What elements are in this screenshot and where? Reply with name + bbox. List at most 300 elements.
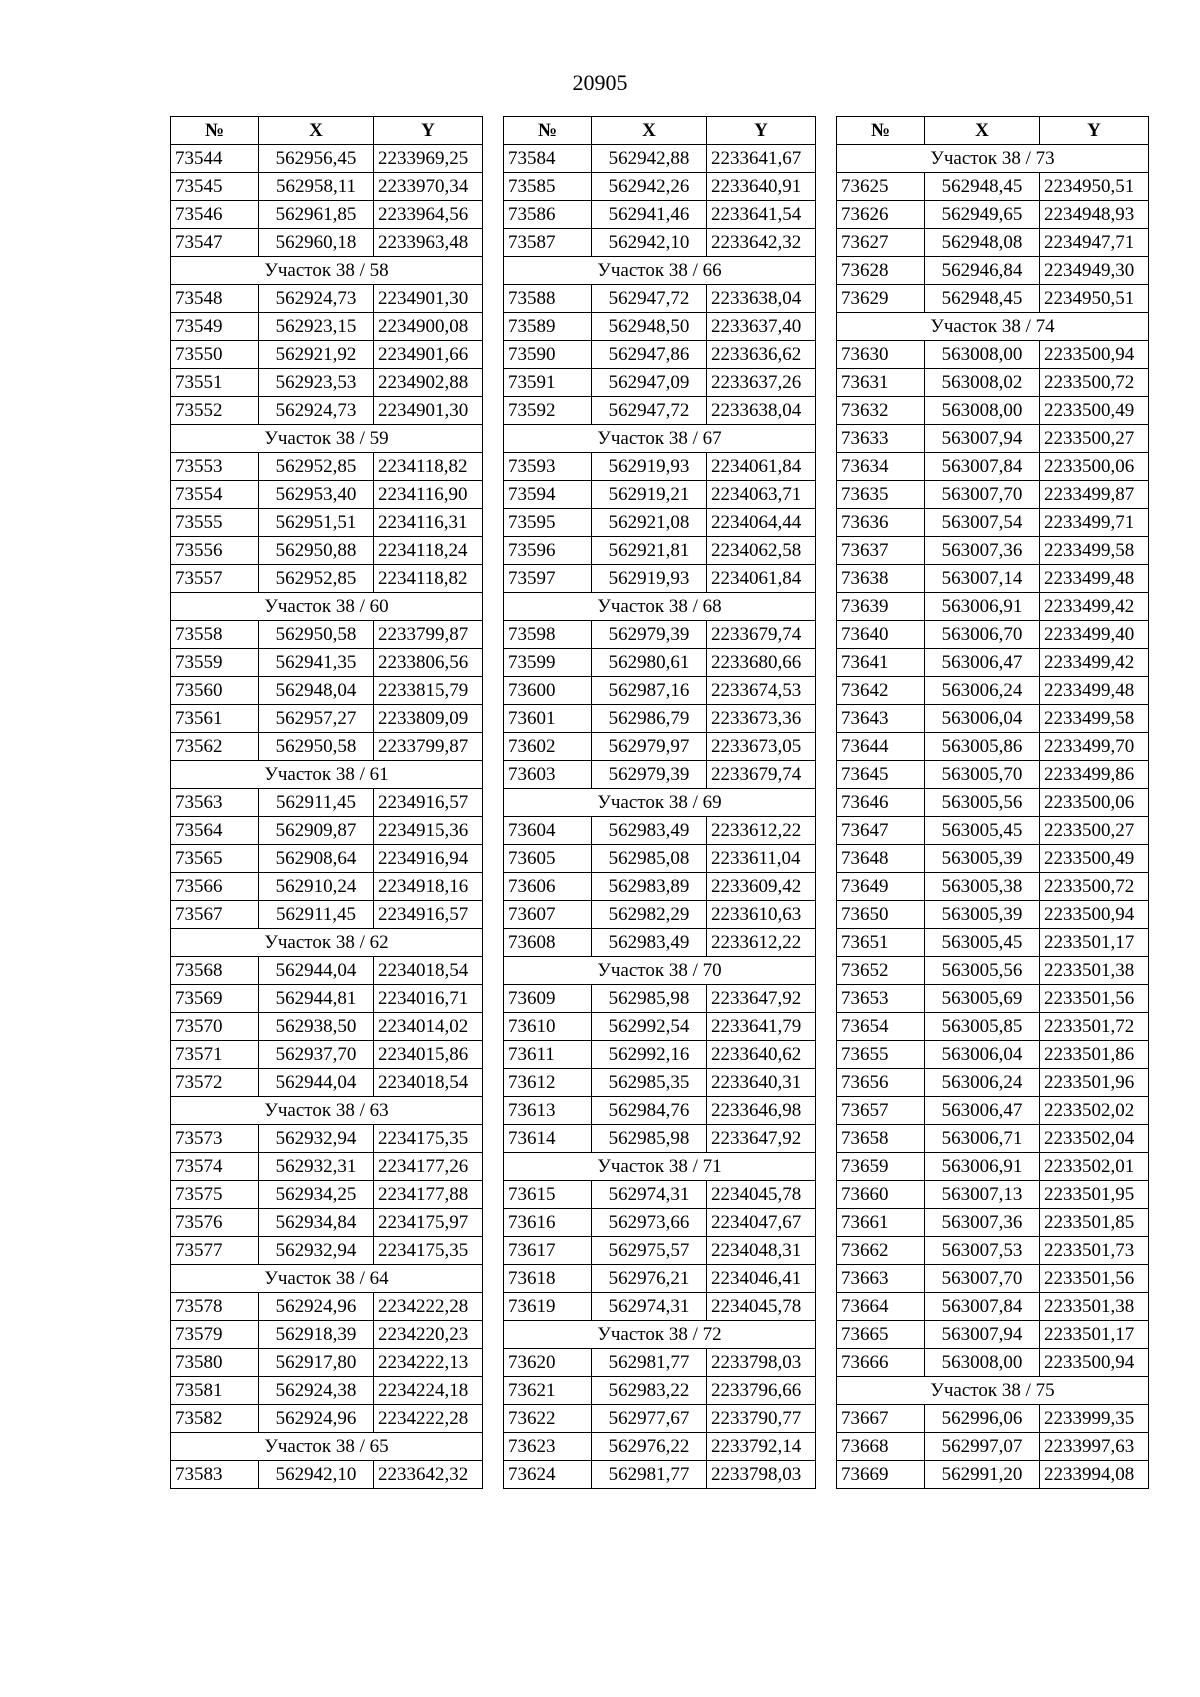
- x-coordinate-cell: 563006,47: [925, 649, 1040, 677]
- point-number-cell: 73586: [504, 201, 592, 229]
- y-coordinate-cell: 2233799,87: [374, 733, 483, 761]
- x-coordinate-cell: 562979,39: [592, 621, 707, 649]
- table-row: [837, 789, 1149, 817]
- x-coordinate-cell: 562944,04: [259, 1069, 374, 1097]
- table-row: [837, 1209, 1149, 1237]
- table-row: [504, 873, 816, 901]
- point-number-cell: 73591: [504, 369, 592, 397]
- table-row: [837, 509, 1149, 537]
- y-coordinate-cell: 2233640,62: [707, 1041, 816, 1069]
- table-row: [171, 481, 483, 509]
- y-coordinate-cell: 2234118,24: [374, 537, 483, 565]
- x-coordinate-cell: 563006,24: [925, 677, 1040, 705]
- x-coordinate-cell: 562910,24: [259, 873, 374, 901]
- table-row: [837, 397, 1149, 425]
- y-coordinate-cell: 2234018,54: [374, 957, 483, 985]
- section-header-row: [504, 593, 816, 621]
- y-coordinate-cell: 2233636,62: [707, 341, 816, 369]
- x-coordinate-cell: 562942,10: [592, 229, 707, 257]
- point-number-cell: 73544: [171, 145, 259, 173]
- x-coordinate-cell: 563008,00: [925, 341, 1040, 369]
- table-row: [837, 537, 1149, 565]
- y-coordinate-cell: 2233501,56: [1040, 985, 1149, 1013]
- section-title: Участок 38 / 66: [504, 257, 816, 285]
- x-coordinate-cell: 562947,09: [592, 369, 707, 397]
- table-row: [171, 1405, 483, 1433]
- table-row: [837, 873, 1149, 901]
- y-coordinate-cell: 2233501,56: [1040, 1265, 1149, 1293]
- y-coordinate-cell: 2233501,96: [1040, 1069, 1149, 1097]
- x-coordinate-cell: 562908,64: [259, 845, 374, 873]
- point-number-cell: 73589: [504, 313, 592, 341]
- y-coordinate-cell: 2233798,03: [707, 1461, 816, 1489]
- x-coordinate-cell: 563007,13: [925, 1181, 1040, 1209]
- section-title: Участок 38 / 65: [171, 1433, 483, 1461]
- point-number-cell: 73643: [837, 705, 925, 733]
- table-row: [837, 369, 1149, 397]
- table-row: [837, 201, 1149, 229]
- header-number: №: [837, 117, 925, 145]
- x-coordinate-cell: 562948,45: [925, 173, 1040, 201]
- table-row: [171, 1209, 483, 1237]
- point-number-cell: 73665: [837, 1321, 925, 1349]
- y-coordinate-cell: 2234061,84: [707, 565, 816, 593]
- y-coordinate-cell: 2233641,54: [707, 201, 816, 229]
- table-row: [171, 453, 483, 481]
- x-coordinate-cell: 563007,94: [925, 425, 1040, 453]
- table-row: [504, 229, 816, 257]
- x-coordinate-cell: 563008,00: [925, 1349, 1040, 1377]
- point-number-cell: 73560: [171, 677, 259, 705]
- point-number-cell: 73649: [837, 873, 925, 901]
- y-coordinate-cell: 2234222,28: [374, 1293, 483, 1321]
- table-row: [171, 145, 483, 173]
- point-number-cell: 73601: [504, 705, 592, 733]
- y-coordinate-cell: 2233501,72: [1040, 1013, 1149, 1041]
- y-coordinate-cell: 2234047,67: [707, 1209, 816, 1237]
- x-coordinate-cell: 562977,67: [592, 1405, 707, 1433]
- y-coordinate-cell: 2234015,86: [374, 1041, 483, 1069]
- point-number-cell: 73638: [837, 565, 925, 593]
- x-coordinate-cell: 562950,58: [259, 733, 374, 761]
- y-coordinate-cell: 2233499,58: [1040, 705, 1149, 733]
- y-coordinate-cell: 2233499,48: [1040, 677, 1149, 705]
- y-coordinate-cell: 2234916,57: [374, 789, 483, 817]
- point-number-cell: 73599: [504, 649, 592, 677]
- point-number-cell: 73639: [837, 593, 925, 621]
- table-row: [504, 1125, 816, 1153]
- point-number-cell: 73617: [504, 1237, 592, 1265]
- section-header-row: [837, 1377, 1149, 1405]
- table-row: [837, 1041, 1149, 1069]
- x-coordinate-cell: 562952,85: [259, 565, 374, 593]
- x-coordinate-cell: 562911,45: [259, 901, 374, 929]
- table-row: [504, 677, 816, 705]
- section-header-row: [837, 313, 1149, 341]
- x-coordinate-cell: 563005,45: [925, 929, 1040, 957]
- y-coordinate-cell: 2234016,71: [374, 985, 483, 1013]
- y-coordinate-cell: 2234018,54: [374, 1069, 483, 1097]
- point-number-cell: 73551: [171, 369, 259, 397]
- y-coordinate-cell: 2234916,94: [374, 845, 483, 873]
- point-number-cell: 73565: [171, 845, 259, 873]
- table-row: [504, 1433, 816, 1461]
- table-row: [837, 1321, 1149, 1349]
- point-number-cell: 73607: [504, 901, 592, 929]
- x-coordinate-cell: 562924,73: [259, 285, 374, 313]
- x-coordinate-cell: 562982,29: [592, 901, 707, 929]
- y-coordinate-cell: 2233500,72: [1040, 369, 1149, 397]
- x-coordinate-cell: 563007,36: [925, 537, 1040, 565]
- y-coordinate-cell: 2233499,40: [1040, 621, 1149, 649]
- x-coordinate-cell: 562997,07: [925, 1433, 1040, 1461]
- y-coordinate-cell: 2234949,30: [1040, 257, 1149, 285]
- table-row: [837, 733, 1149, 761]
- x-coordinate-cell: 562957,27: [259, 705, 374, 733]
- table-row: [837, 817, 1149, 845]
- point-number-cell: 73667: [837, 1405, 925, 1433]
- table-row: [171, 397, 483, 425]
- point-number-cell: 73651: [837, 929, 925, 957]
- point-number-cell: 73575: [171, 1181, 259, 1209]
- y-coordinate-cell: 2234046,41: [707, 1265, 816, 1293]
- x-coordinate-cell: 562949,65: [925, 201, 1040, 229]
- y-coordinate-cell: 2233637,40: [707, 313, 816, 341]
- point-number-cell: 73636: [837, 509, 925, 537]
- y-coordinate-cell: 2233500,49: [1040, 845, 1149, 873]
- point-number-cell: 73597: [504, 565, 592, 593]
- point-number-cell: 73585: [504, 173, 592, 201]
- table-row: [504, 621, 816, 649]
- y-coordinate-cell: 2233680,66: [707, 649, 816, 677]
- table-row: [837, 1461, 1149, 1489]
- y-coordinate-cell: 2233798,03: [707, 1349, 816, 1377]
- point-number-cell: 73645: [837, 761, 925, 789]
- table-row: [837, 1125, 1149, 1153]
- y-coordinate-cell: 2234062,58: [707, 537, 816, 565]
- coordinates-table-middle: [503, 116, 816, 1489]
- header-y: Y: [1040, 117, 1149, 145]
- y-coordinate-cell: 2233501,38: [1040, 1293, 1149, 1321]
- point-number-cell: 73548: [171, 285, 259, 313]
- y-coordinate-cell: 2233502,04: [1040, 1125, 1149, 1153]
- y-coordinate-cell: 2233609,42: [707, 873, 816, 901]
- coordinates-table-left: [170, 116, 483, 1489]
- point-number-cell: 73571: [171, 1041, 259, 1069]
- table-row: [504, 537, 816, 565]
- point-number-cell: 73664: [837, 1293, 925, 1321]
- x-coordinate-cell: 563005,38: [925, 873, 1040, 901]
- point-number-cell: 73611: [504, 1041, 592, 1069]
- point-number-cell: 73574: [171, 1153, 259, 1181]
- section-header-row: [171, 929, 483, 957]
- x-coordinate-cell: 562937,70: [259, 1041, 374, 1069]
- table-row: [171, 565, 483, 593]
- point-number-cell: 73642: [837, 677, 925, 705]
- point-number-cell: 73662: [837, 1237, 925, 1265]
- section-header-row: [504, 257, 816, 285]
- section-header-row: [171, 425, 483, 453]
- point-number-cell: 73652: [837, 957, 925, 985]
- y-coordinate-cell: 2233815,79: [374, 677, 483, 705]
- y-coordinate-cell: 2233997,63: [1040, 1433, 1149, 1461]
- point-number-cell: 73564: [171, 817, 259, 845]
- point-number-cell: 73614: [504, 1125, 592, 1153]
- point-number-cell: 73625: [837, 173, 925, 201]
- table-row: [837, 425, 1149, 453]
- section-title: Участок 38 / 74: [837, 313, 1149, 341]
- table-row: [171, 845, 483, 873]
- point-number-cell: 73600: [504, 677, 592, 705]
- table-row: [837, 957, 1149, 985]
- point-number-cell: 73580: [171, 1349, 259, 1377]
- table-row: [504, 1377, 816, 1405]
- y-coordinate-cell: 2233501,17: [1040, 1321, 1149, 1349]
- table-row: [171, 817, 483, 845]
- x-coordinate-cell: 562976,21: [592, 1265, 707, 1293]
- y-coordinate-cell: 2233641,67: [707, 145, 816, 173]
- point-number-cell: 73604: [504, 817, 592, 845]
- y-coordinate-cell: 2234177,26: [374, 1153, 483, 1181]
- section-title: Участок 38 / 71: [504, 1153, 816, 1181]
- table-row: [504, 1237, 816, 1265]
- y-coordinate-cell: 2233638,04: [707, 285, 816, 313]
- x-coordinate-cell: 563006,24: [925, 1069, 1040, 1097]
- x-coordinate-cell: 562919,93: [592, 565, 707, 593]
- y-coordinate-cell: 2233499,42: [1040, 593, 1149, 621]
- section-title: Участок 38 / 64: [171, 1265, 483, 1293]
- y-coordinate-cell: 2234175,35: [374, 1125, 483, 1153]
- table-row: [837, 845, 1149, 873]
- x-coordinate-cell: 563005,86: [925, 733, 1040, 761]
- x-coordinate-cell: 562932,94: [259, 1125, 374, 1153]
- point-number-cell: 73550: [171, 341, 259, 369]
- point-number-cell: 73606: [504, 873, 592, 901]
- y-coordinate-cell: 2233790,77: [707, 1405, 816, 1433]
- table-row: [837, 1405, 1149, 1433]
- section-title: Участок 38 / 58: [171, 257, 483, 285]
- x-coordinate-cell: 562948,45: [925, 285, 1040, 313]
- y-coordinate-cell: 2233500,94: [1040, 341, 1149, 369]
- point-number-cell: 73655: [837, 1041, 925, 1069]
- point-number-cell: 73603: [504, 761, 592, 789]
- x-coordinate-cell: 562924,96: [259, 1293, 374, 1321]
- point-number-cell: 73602: [504, 733, 592, 761]
- table-row: [171, 1041, 483, 1069]
- y-coordinate-cell: 2234901,66: [374, 341, 483, 369]
- x-coordinate-cell: 562941,35: [259, 649, 374, 677]
- section-header-row: [171, 257, 483, 285]
- y-coordinate-cell: 2234916,57: [374, 901, 483, 929]
- table-row: [837, 593, 1149, 621]
- y-coordinate-cell: 2233499,42: [1040, 649, 1149, 677]
- table-row: [171, 1321, 483, 1349]
- point-number-cell: 73566: [171, 873, 259, 901]
- point-number-cell: 73659: [837, 1153, 925, 1181]
- section-header-row: [504, 957, 816, 985]
- y-coordinate-cell: 2233500,06: [1040, 453, 1149, 481]
- table-row: [171, 1069, 483, 1097]
- y-coordinate-cell: 2233611,04: [707, 845, 816, 873]
- table-row: [504, 649, 816, 677]
- table-row: [171, 621, 483, 649]
- point-number-cell: 73581: [171, 1377, 259, 1405]
- table-row: [504, 481, 816, 509]
- section-header-row: [171, 761, 483, 789]
- table-row: [171, 1153, 483, 1181]
- table-row: [504, 1013, 816, 1041]
- y-coordinate-cell: 2234948,93: [1040, 201, 1149, 229]
- x-coordinate-cell: 563005,69: [925, 985, 1040, 1013]
- x-coordinate-cell: 562921,08: [592, 509, 707, 537]
- point-number-cell: 73630: [837, 341, 925, 369]
- x-coordinate-cell: 562985,98: [592, 985, 707, 1013]
- header-y: Y: [707, 117, 816, 145]
- y-coordinate-cell: 2233640,31: [707, 1069, 816, 1097]
- y-coordinate-cell: 2234116,90: [374, 481, 483, 509]
- point-number-cell: 73640: [837, 621, 925, 649]
- point-number-cell: 73612: [504, 1069, 592, 1097]
- section-title: Участок 38 / 67: [504, 425, 816, 453]
- table-row: [837, 1153, 1149, 1181]
- section-title: Участок 38 / 61: [171, 761, 483, 789]
- table-row: [171, 173, 483, 201]
- point-number-cell: 73653: [837, 985, 925, 1013]
- section-header-row: [171, 593, 483, 621]
- point-number-cell: 73578: [171, 1293, 259, 1321]
- point-number-cell: 73563: [171, 789, 259, 817]
- y-coordinate-cell: 2234902,88: [374, 369, 483, 397]
- table-row: [504, 397, 816, 425]
- point-number-cell: 73590: [504, 341, 592, 369]
- x-coordinate-cell: 562918,39: [259, 1321, 374, 1349]
- point-number-cell: 73646: [837, 789, 925, 817]
- point-number-cell: 73559: [171, 649, 259, 677]
- x-coordinate-cell: 563007,14: [925, 565, 1040, 593]
- x-coordinate-cell: 562932,94: [259, 1237, 374, 1265]
- x-coordinate-cell: 562932,31: [259, 1153, 374, 1181]
- x-coordinate-cell: 563007,70: [925, 481, 1040, 509]
- header-number: №: [504, 117, 592, 145]
- y-coordinate-cell: 2234063,71: [707, 481, 816, 509]
- table-row: [171, 341, 483, 369]
- x-coordinate-cell: 562980,61: [592, 649, 707, 677]
- point-number-cell: 73629: [837, 285, 925, 313]
- table-row: [171, 1125, 483, 1153]
- point-number-cell: 73623: [504, 1433, 592, 1461]
- point-number-cell: 73619: [504, 1293, 592, 1321]
- y-coordinate-cell: 2234177,88: [374, 1181, 483, 1209]
- x-coordinate-cell: 563006,91: [925, 593, 1040, 621]
- coordinates-table-right: [836, 116, 1149, 1489]
- x-coordinate-cell: 562951,51: [259, 509, 374, 537]
- table-row: [504, 1265, 816, 1293]
- y-coordinate-cell: 2233499,48: [1040, 565, 1149, 593]
- table-row: [504, 313, 816, 341]
- page-number: 20905: [572, 70, 628, 95]
- table-row: [171, 229, 483, 257]
- y-coordinate-cell: 2233637,26: [707, 369, 816, 397]
- header-y: Y: [374, 117, 483, 145]
- table-row: [837, 929, 1149, 957]
- x-coordinate-cell: 563006,04: [925, 705, 1040, 733]
- table-row: [171, 1349, 483, 1377]
- table-row: [171, 313, 483, 341]
- y-coordinate-cell: 2233673,05: [707, 733, 816, 761]
- x-coordinate-cell: 562983,49: [592, 929, 707, 957]
- x-coordinate-cell: 562934,25: [259, 1181, 374, 1209]
- x-coordinate-cell: 563007,94: [925, 1321, 1040, 1349]
- y-coordinate-cell: 2233806,56: [374, 649, 483, 677]
- point-number-cell: 73668: [837, 1433, 925, 1461]
- y-coordinate-cell: 2233501,85: [1040, 1209, 1149, 1237]
- table-row: [171, 201, 483, 229]
- x-coordinate-cell: 562950,88: [259, 537, 374, 565]
- x-coordinate-cell: 562985,98: [592, 1125, 707, 1153]
- point-number-cell: 73660: [837, 1181, 925, 1209]
- x-coordinate-cell: 563007,70: [925, 1265, 1040, 1293]
- table-row: [837, 341, 1149, 369]
- table-row: [504, 1097, 816, 1125]
- point-number-cell: 73593: [504, 453, 592, 481]
- section-title: Участок 38 / 59: [171, 425, 483, 453]
- section-title: Участок 38 / 70: [504, 957, 816, 985]
- table-row: [171, 649, 483, 677]
- x-coordinate-cell: 562985,35: [592, 1069, 707, 1097]
- point-number-cell: 73644: [837, 733, 925, 761]
- y-coordinate-cell: 2233500,49: [1040, 397, 1149, 425]
- point-number-cell: 73569: [171, 985, 259, 1013]
- x-coordinate-cell: 562981,77: [592, 1349, 707, 1377]
- y-coordinate-cell: 2234220,23: [374, 1321, 483, 1349]
- x-coordinate-cell: 563007,84: [925, 1293, 1040, 1321]
- table-row: [171, 1377, 483, 1405]
- x-coordinate-cell: 562947,72: [592, 285, 707, 313]
- y-coordinate-cell: 2234045,78: [707, 1181, 816, 1209]
- section-title: Участок 38 / 60: [171, 593, 483, 621]
- y-coordinate-cell: 2233499,87: [1040, 481, 1149, 509]
- table-row: [504, 845, 816, 873]
- x-coordinate-cell: 563006,70: [925, 621, 1040, 649]
- point-number-cell: 73553: [171, 453, 259, 481]
- y-coordinate-cell: 2234118,82: [374, 453, 483, 481]
- table-row: [171, 873, 483, 901]
- point-number-cell: 73637: [837, 537, 925, 565]
- point-number-cell: 73609: [504, 985, 592, 1013]
- table-row: [837, 257, 1149, 285]
- point-number-cell: 73557: [171, 565, 259, 593]
- x-coordinate-cell: 562983,49: [592, 817, 707, 845]
- y-coordinate-cell: 2233673,36: [707, 705, 816, 733]
- table-row: [171, 369, 483, 397]
- y-coordinate-cell: 2233500,94: [1040, 1349, 1149, 1377]
- x-coordinate-cell: 562947,72: [592, 397, 707, 425]
- table-row: [171, 733, 483, 761]
- y-coordinate-cell: 2233679,74: [707, 621, 816, 649]
- x-coordinate-cell: 563006,71: [925, 1125, 1040, 1153]
- point-number-cell: 73620: [504, 1349, 592, 1377]
- table-row: [504, 817, 816, 845]
- table-row: [837, 565, 1149, 593]
- point-number-cell: 73635: [837, 481, 925, 509]
- y-coordinate-cell: 2234947,71: [1040, 229, 1149, 257]
- table-row: [504, 145, 816, 173]
- table-row: [504, 341, 816, 369]
- point-number-cell: 73628: [837, 257, 925, 285]
- point-number-cell: 73634: [837, 453, 925, 481]
- x-coordinate-cell: 562975,57: [592, 1237, 707, 1265]
- x-coordinate-cell: 562944,04: [259, 957, 374, 985]
